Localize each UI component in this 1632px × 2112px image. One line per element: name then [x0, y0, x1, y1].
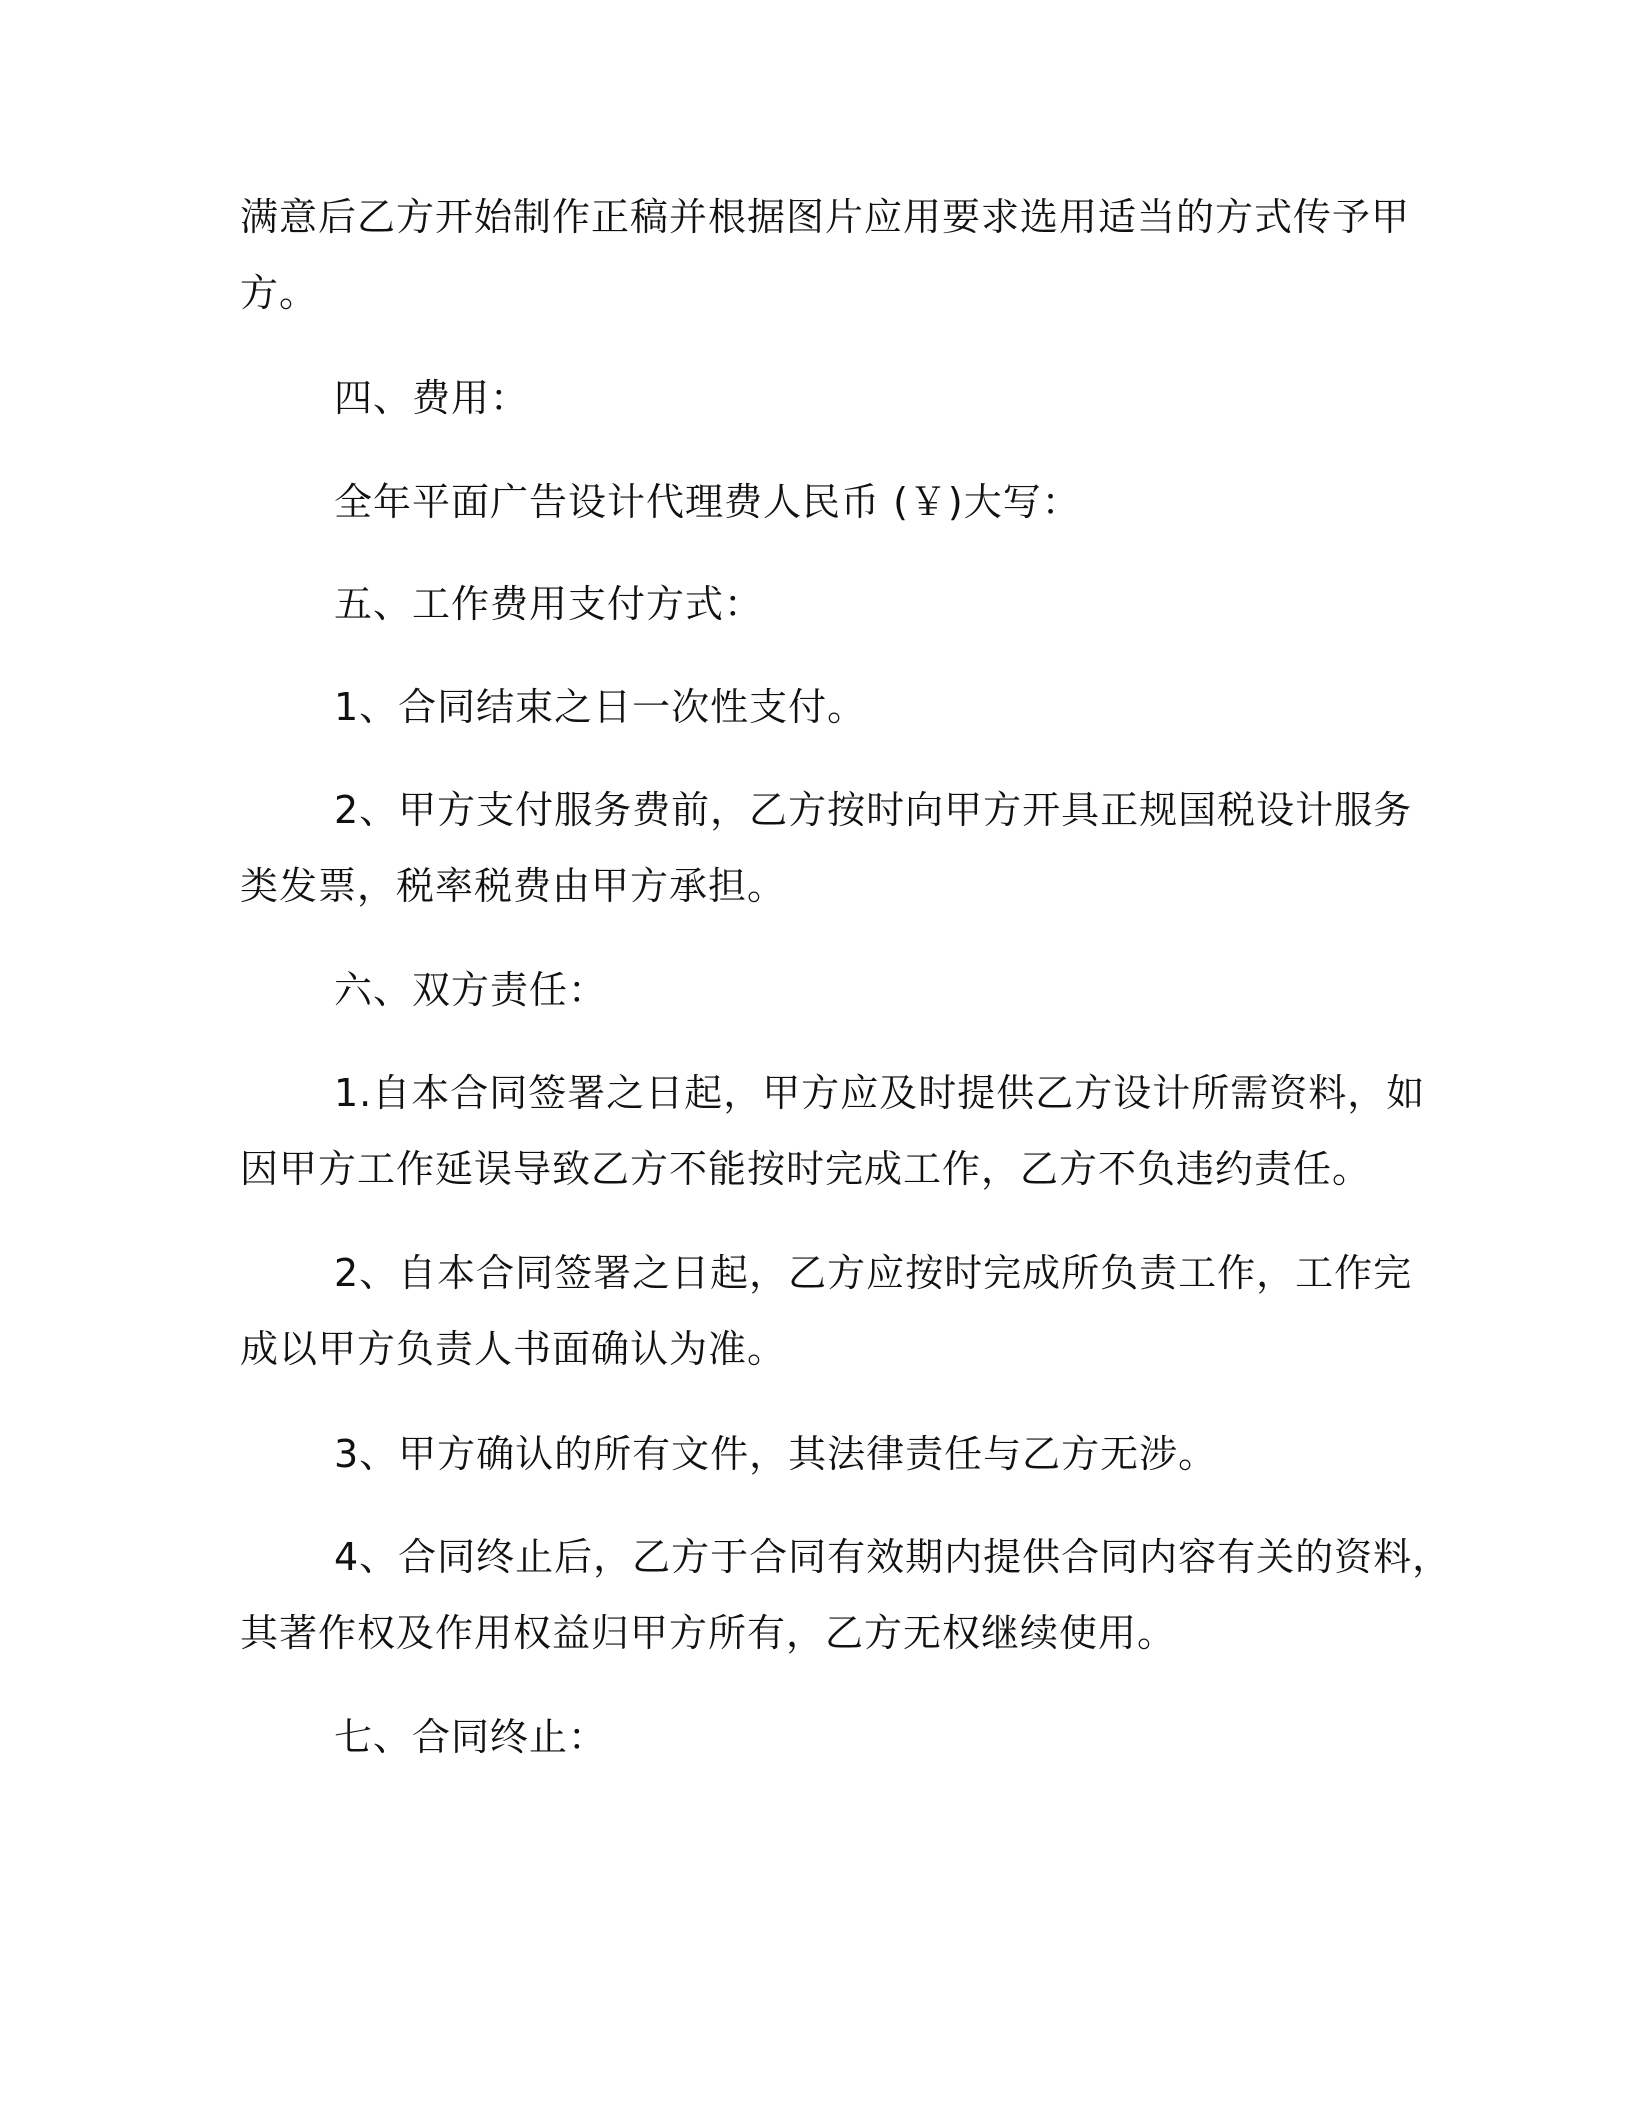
- responsibility-item-2-line-1: 2、自本合同签署之日起，乙方应按时完成所负责工作，工作完: [334, 1251, 1413, 1295]
- payment-item-1: 1、合同结束之日一次性支付。: [334, 685, 867, 729]
- section-heading-responsibilities: 六、双方责任：: [334, 968, 608, 1012]
- responsibility-item-4-line-1: 4、合同终止后，乙方于合同有效期内提供合同内容有关的资料，: [334, 1535, 1452, 1579]
- paragraph-continuation-line-1: 满意后乙方开始制作正稿并根据图片应用要求选用适当的方式传予甲: [240, 195, 1411, 239]
- responsibility-item-3: 3、甲方确认的所有文件，其法律责任与乙方无涉。: [334, 1432, 1218, 1476]
- responsibility-item-2-line-2: 成以甲方负责人书面确认为准。: [240, 1327, 787, 1371]
- paragraph-continuation-line-2: 方。: [240, 271, 319, 315]
- responsibility-item-4-line-2: 其著作权及作用权益归甲方所有，乙方无权继续使用。: [240, 1611, 1177, 1655]
- payment-item-2-line-2: 类发票，税率税费由甲方承担。: [240, 864, 787, 908]
- payment-item-2-line-1: 2、甲方支付服务费前，乙方按时向甲方开具正规国税设计服务: [334, 788, 1413, 832]
- fee-amount-line: 全年平面广告设计代理费人民币 (￥)大写：: [334, 480, 1081, 524]
- section-heading-termination: 七、合同终止：: [334, 1715, 608, 1759]
- responsibility-item-1-line-1: 1.自本合同签署之日起，甲方应及时提供乙方设计所需资料，如: [334, 1071, 1426, 1115]
- section-heading-payment-method: 五、工作费用支付方式：: [334, 582, 764, 626]
- responsibility-item-1-line-2: 因甲方工作延误导致乙方不能按时完成工作，乙方不负违约责任。: [240, 1147, 1372, 1191]
- section-heading-fees: 四、费用：: [334, 376, 530, 420]
